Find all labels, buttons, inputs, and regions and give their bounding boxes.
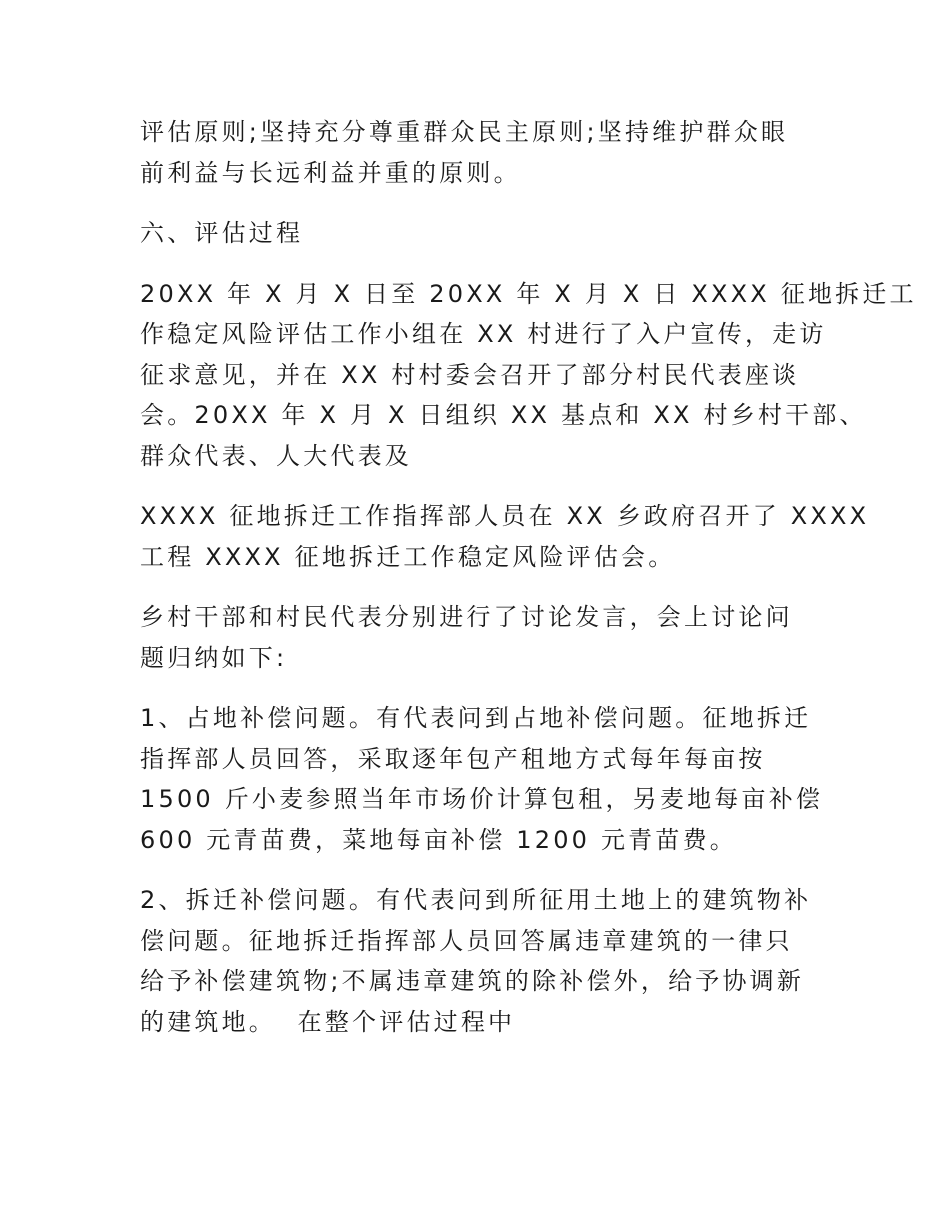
text-line: 指挥部人员回答，采取逐年包产租地方式每年每亩按 (140, 744, 766, 773)
text-line: 群众代表、人大代表及 (140, 441, 412, 470)
text-line: 题归纳如下: (140, 643, 288, 672)
document-body (140, 112, 917, 1062)
paragraph-process (140, 274, 917, 477)
text-line: 工程 XXXX 征地拆迁工作稳定风险评估会。 (140, 542, 676, 571)
text-line: 20XX 年 X 月 X 日至 20XX 年 X 月 X 日 XXXX 征地拆迁工 (140, 279, 917, 308)
text-line: 征求意见，并在 XX 村村委会召开了部分村民代表座谈 (140, 360, 800, 389)
text-line: 2、拆迁补偿问题。有代表问到所征用土地上的建筑物补 (140, 886, 812, 914)
text-line: 前利益与长远利益并重的原则。 (140, 158, 521, 187)
paragraph-principles (140, 112, 810, 193)
text-line: 六、评估过程 (140, 219, 304, 247)
paragraph-item-1 (140, 698, 824, 860)
text-line: 600 元青苗费，菜地每亩补偿 1200 元青苗费。 (140, 825, 737, 854)
text-line: 偿问题。征地拆迁指挥部人员回答属违章建筑的一律只 (140, 926, 793, 955)
text-line: 1500 斤小麦参照当年市场价计算包租，另麦地每亩补偿 (140, 785, 824, 813)
text-line: XXXX 征地拆迁工作指挥部人员在 XX 乡政府召开了 XXXX (140, 502, 870, 530)
text-line: 会。20XX 年 X 月 X 日组织 XX 基点和 XX 村乡村干部、 (140, 401, 867, 429)
paragraph-meeting (140, 496, 870, 577)
text-line: 作稳定风险评估工作小组在 XX 村进行了入户宣传，走访 (140, 320, 827, 348)
text-line: 1、占地补偿问题。有代表问到占地补偿问题。征地拆迁 (140, 704, 812, 732)
paragraph-item-2 (140, 880, 810, 1042)
text-line: 给予补偿建筑物;不属违章建筑的除补偿外，给予协调新 (140, 967, 805, 995)
section-heading (140, 213, 810, 254)
text-line: 乡村干部和村民代表分别进行了讨论发言，会上讨论问 (140, 603, 793, 631)
paragraph-discussion (140, 597, 810, 678)
text-line: 的建筑地。 在整个评估过程中 (140, 1007, 516, 1036)
text-line: 评估原则;坚持充分尊重群众民主原则;坚持维护群众眼 (140, 118, 789, 146)
